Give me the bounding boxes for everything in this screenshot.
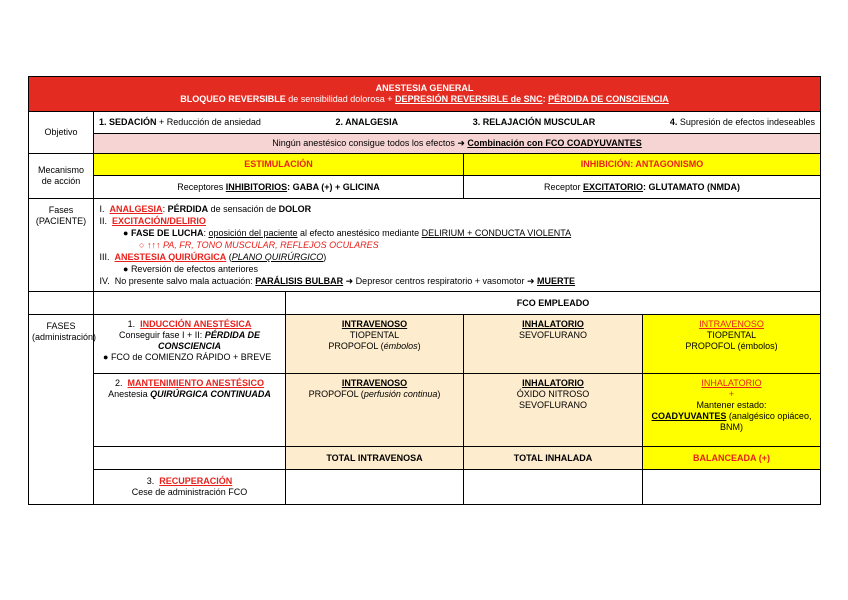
fase-lucha-efectos: ○ ↑↑↑ PA, FR, TONO MUSCULAR, REFLEJOS OCULARES xyxy=(139,240,379,250)
mantenimiento-balanceada: INHALATORIO + Mantener estado: COADYUVANTES (analgésico opiáceo, BNM) xyxy=(643,374,821,447)
receptores-inhibitorios: Receptores INHIBITORIOS: GABA (+) + GLICINA xyxy=(94,176,464,199)
objetivo-items xyxy=(94,112,821,134)
objetivo-label: Objetivo xyxy=(29,112,94,154)
objetivo-item-2: 2. ANALGESIA xyxy=(335,117,399,127)
estimulacion-cell: ESTIMULACIÓN xyxy=(94,154,464,176)
induccion-balanceada: INTRAVENOSO TIOPENTAL PROPOFOL (émbolos) xyxy=(643,315,821,374)
induccion-row xyxy=(29,315,821,374)
objetivo-item-1: 1. SEDACIÓN + Reducción de ansiedad xyxy=(99,117,261,127)
induccion-inhalatorio: INHALATORIO SEVOFLURANO xyxy=(464,315,643,374)
fases-paciente-row xyxy=(29,199,821,292)
total-inhalada: TOTAL INHALADA xyxy=(464,447,643,470)
mecanismo-row xyxy=(29,154,821,176)
mecanismo-label: Mecanismo de acción xyxy=(29,154,94,199)
receptor-excitatorio: Receptor EXCITATORIO: GLUTAMATO (NMDA) xyxy=(464,176,821,199)
objetivo-item-4: 4. Supresión de efectos indeseables xyxy=(669,117,815,127)
fases-admin-label: FASES (administración) xyxy=(29,315,94,505)
fase-quirurgica: III. ANESTESIA QUIRÚRGICA (PLANO QUIRÚRGICO) xyxy=(99,252,327,262)
header-subtitle: BLOQUEO REVERSIBLE de sensibilidad dolorosa + DEPRESIÓN REVERSIBLE de SNC: PÉRDIDA DE CONSCIENCIA xyxy=(180,94,669,104)
fase-paralisis: IV. No presente salvo mala actuación: PARÁLISIS BULBAR ➜ Depresor centros respiratorio + vasomotor ➜ MUERTE xyxy=(99,276,576,286)
induccion-cell xyxy=(94,315,286,374)
mantenimiento-row xyxy=(29,374,821,447)
fases-paciente-label: Fases (PACIENTE) xyxy=(29,199,94,292)
totals-row xyxy=(29,447,821,470)
anestesia-table xyxy=(28,76,821,505)
objetivo-item-3: 3. RELAJACIÓN MUSCULAR xyxy=(472,117,596,127)
fco-empleado-header: FCO EMPLEADO xyxy=(286,292,821,315)
mantenimiento-title: 2. MANTENIMIENTO ANESTÉSICO xyxy=(114,378,265,388)
induccion-desc: Conseguir fase I + II: PÉRDIDA DE CONSCIENCIA xyxy=(119,330,260,351)
mantenimiento-iv: INTRAVENOSO PROPOFOL (perfusión continua) xyxy=(286,374,464,447)
mantenimiento-cell xyxy=(94,374,286,447)
receptores-row xyxy=(29,176,821,199)
balanceada: BALANCEADA (+) xyxy=(643,447,821,470)
induccion-title: 1. INDUCCIÓN ANESTÉSICA xyxy=(127,319,252,329)
recuperacion-row xyxy=(29,470,821,505)
fase-excitacion: II. EXCITACIÓN/DELIRIO xyxy=(99,216,206,226)
inhibicion-cell: INHIBICIÓN: ANTAGONISMO xyxy=(464,154,821,176)
fase-lucha: ● FASE DE LUCHA: oposición del paciente al efecto anestésico mediante DELIRIUM + CONDUCTA VIOLENTA xyxy=(123,228,572,238)
fco-empleado-row xyxy=(29,292,821,315)
recuperacion-title: 3. RECUPERACIÓN xyxy=(146,476,233,486)
recuperacion-desc: Cese de administración FCO xyxy=(131,487,248,497)
objetivo-note: Ningún anestésico consigue todos los efectos ➜ Combinación con FCO COADYUVANTES xyxy=(94,134,821,154)
fases-paciente-content xyxy=(94,199,821,292)
mantenimiento-inhalatorio: INHALATORIO ÓXIDO NITROSO SEVOFLURANO xyxy=(464,374,643,447)
mantenimiento-desc: Anestesia QUIRÚRGICA CONTINUADA xyxy=(108,389,271,399)
fase-quirurgica-reversion: ● Reversión de efectos anteriores xyxy=(123,264,259,274)
fase-analgesia: I. ANALGESIA: PÉRDIDA de sensación de DOLOR xyxy=(99,204,312,214)
objetivo-row xyxy=(29,112,821,134)
header-title: ANESTESIA GENERAL xyxy=(375,83,474,93)
recuperacion-cell xyxy=(94,470,286,505)
objetivo-note-row xyxy=(29,134,821,154)
total-intravenosa: TOTAL INTRAVENOSA xyxy=(286,447,464,470)
induccion-bullet: ● FCO de COMIENZO RÁPIDO + BREVE xyxy=(103,352,272,362)
header-cell xyxy=(29,77,821,112)
header-row xyxy=(29,77,821,112)
induccion-iv: INTRAVENOSO TIOPENTAL PROPOFOL (émbolos) xyxy=(286,315,464,374)
